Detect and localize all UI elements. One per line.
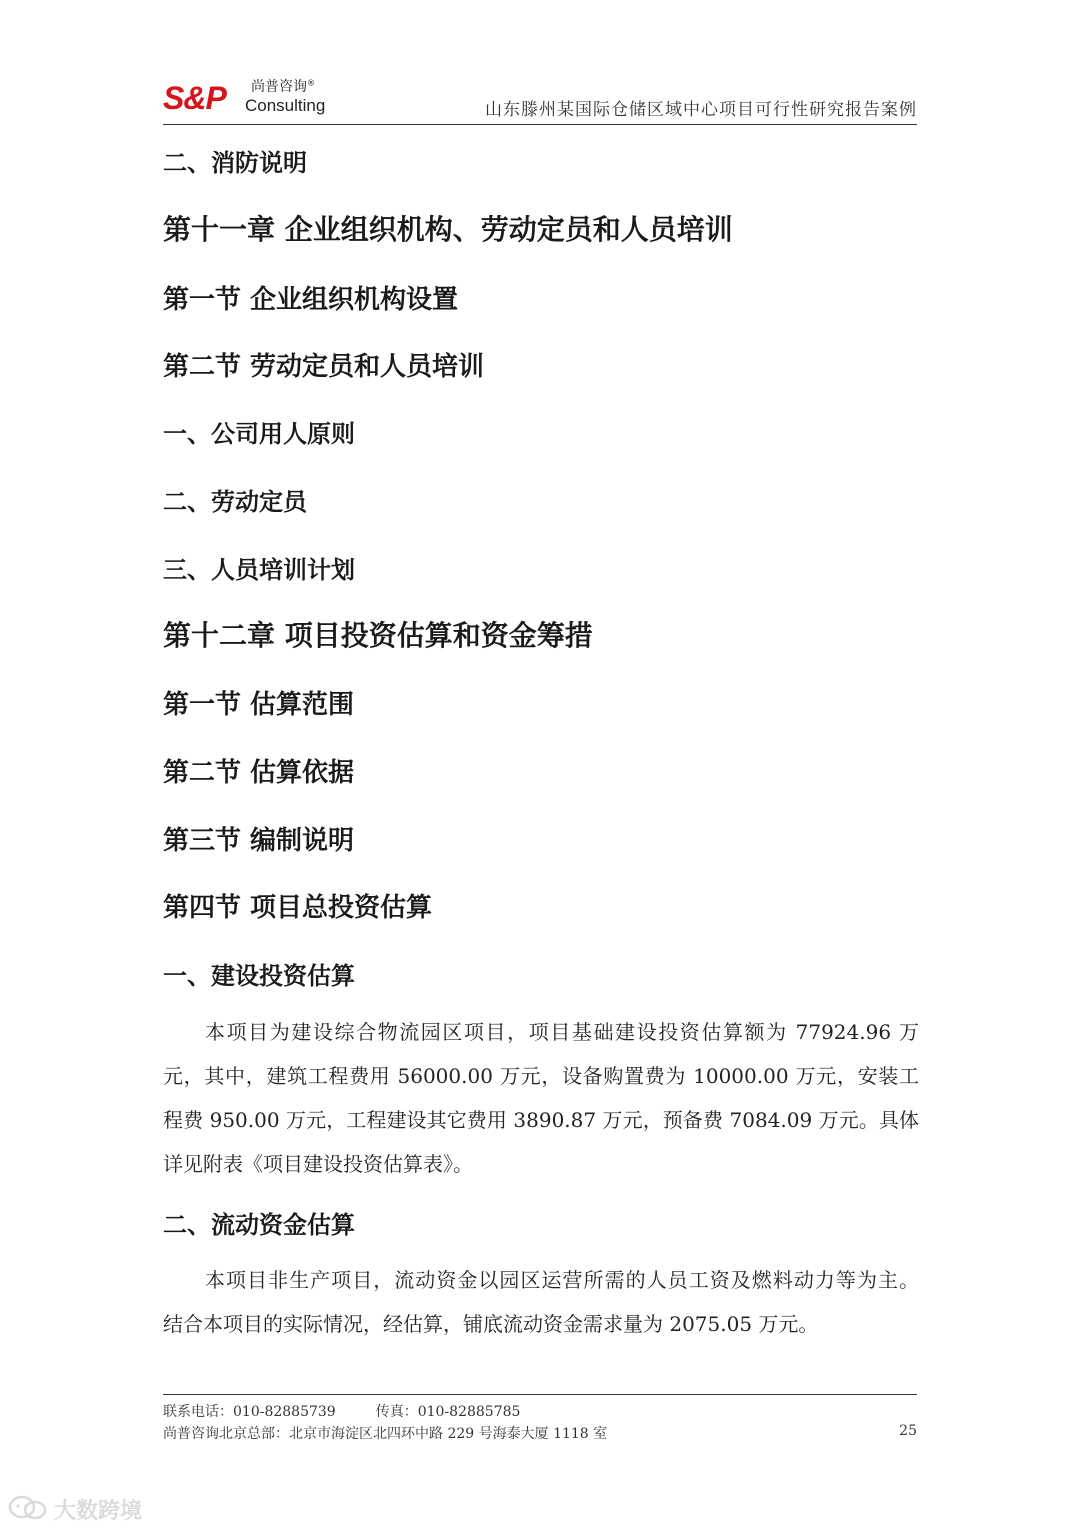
- registered-mark: ®: [307, 78, 315, 88]
- phone-text: 联系电话：010-82885739: [163, 1404, 336, 1420]
- heading-staffing: 二、劳动定员: [163, 488, 307, 516]
- paragraph-working-capital: [163, 1258, 919, 1346]
- address-text: 尚普咨询北京总部：北京市海淀区北四环中路 229 号海泰大厦 1118 室: [163, 1426, 608, 1442]
- chapter-12-heading: 第十二章 项目投资估算和资金筹措: [163, 619, 593, 652]
- chapter-11-heading: 第十一章 企业组织机构、劳动定员和人员培训: [163, 213, 733, 246]
- contact-line: [163, 1401, 520, 1421]
- section-compilation-notes: 第三节 编制说明: [163, 826, 355, 856]
- logo-english-name: Consulting: [245, 96, 326, 115]
- section-total-investment: 第四节 项目总投资估算: [163, 893, 433, 923]
- page-number: 25: [899, 1423, 917, 1439]
- logo-mark: S&P: [163, 80, 226, 116]
- wechat-badge-icon: [8, 1494, 48, 1522]
- section-estimate-basis: 第二节 估算依据: [163, 758, 355, 788]
- heading-fire-protection: 二、消防说明: [163, 149, 307, 177]
- page-header: [163, 72, 917, 125]
- page-footer: [163, 1394, 917, 1442]
- logo-cn-text: 尚普咨询: [251, 79, 307, 95]
- section-org-structure: 第一节 企业组织机构设置: [163, 285, 459, 315]
- paragraph-line: 元，其中，建筑工程费用 56000.00 万元，设备购置费为 10000.00 万元，安装工: [163, 1064, 919, 1088]
- paragraph-line: 详见附表《项目建设投资估算表》。: [163, 1152, 473, 1176]
- paragraph-line: 本项目非生产项目，流动资金以园区运营所需的人员工资及燃料动力等为主。: [205, 1268, 919, 1292]
- section-estimate-scope: 第一节 估算范围: [163, 690, 355, 720]
- section-staffing-training: 第二节 劳动定员和人员培训: [163, 352, 485, 382]
- paragraph-line: 本项目为建设综合物流园区项目，项目基础建设投资估算额为 77924.96 万: [205, 1020, 919, 1044]
- paragraph-line: 结合本项目的实际情况，经估算，铺底流动资金需求量为 2075.05 万元。: [163, 1312, 819, 1336]
- fax-text: 传真：010-82885785: [375, 1404, 521, 1420]
- watermark-text: 大数跨境: [54, 1499, 143, 1524]
- logo-chinese-name: [251, 76, 315, 96]
- heading-construction-investment: 一、建设投资估算: [163, 962, 355, 990]
- heading-working-capital: 二、流动资金估算: [163, 1211, 355, 1239]
- heading-hiring-principles: 一、公司用人原则: [163, 420, 355, 448]
- paragraph-construction-investment: [163, 1010, 919, 1186]
- paragraph-line: 程费 950.00 万元，工程建设其它费用 3890.87 万元，预备费 7084.09 万元。具体: [163, 1108, 919, 1132]
- heading-training-plan: 三、人员培训计划: [163, 556, 355, 584]
- document-title: 山东滕州某国际仓储区域中心项目可行性研究报告案例: [485, 100, 917, 120]
